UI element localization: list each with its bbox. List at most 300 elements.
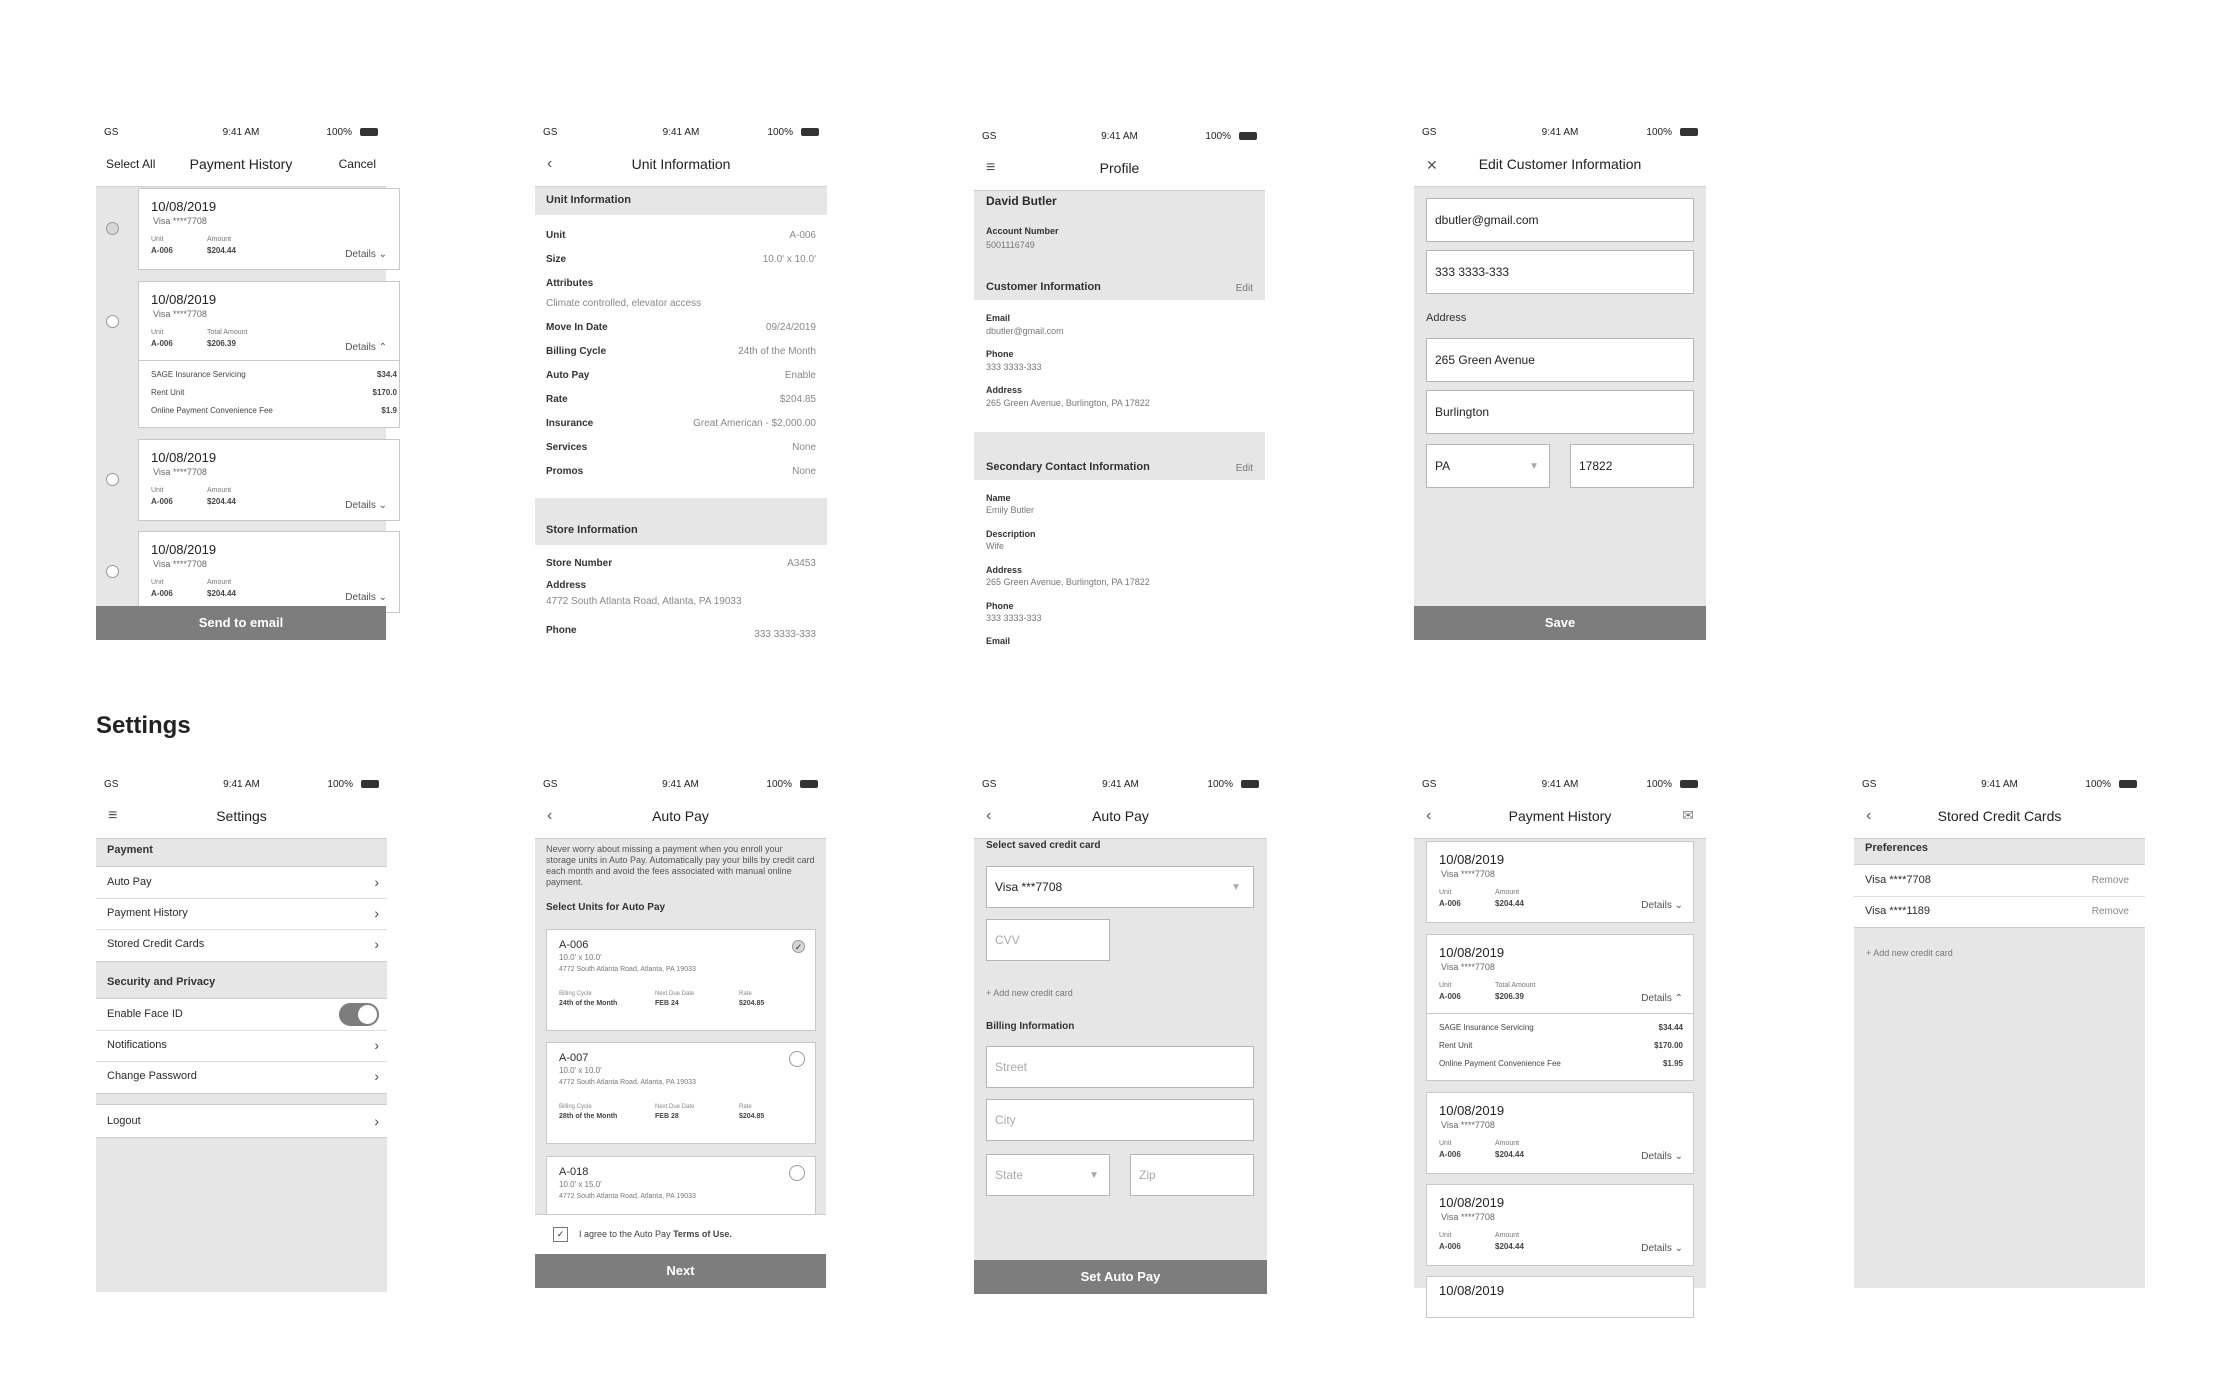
dropdown-triangle-icon: ▼ <box>1231 881 1241 893</box>
nav-bar <box>535 796 826 839</box>
screen-payment-history <box>1414 774 1706 1298</box>
stored-card-row <box>1854 896 2145 927</box>
unit-size: 10.0' x 15.0' <box>559 1180 602 1189</box>
auto-pay-intro: Never worry about missing a payment when you enroll your storage units in Auto Pay. Automatically pay your bills by credit card each month and avoid the fees associated with manual online payment. <box>546 844 815 887</box>
item-label: Change Password <box>107 1070 197 1082</box>
payment-card[interactable] <box>1426 1276 1694 1318</box>
back-chevron-icon[interactable]: ‹ <box>547 155 553 172</box>
payment-card-label: Visa ****7708 <box>153 216 207 226</box>
phone-value: 333 3333-333 <box>986 613 1042 623</box>
settings-item-stored-cards[interactable] <box>96 929 387 960</box>
details-toggle[interactable]: Details ⌄ <box>345 500 387 511</box>
chevron-right-icon: › <box>374 936 379 952</box>
battery-label: 100% <box>1205 131 1231 142</box>
dropdown-triangle-icon: ▼ <box>1529 460 1539 472</box>
menu-icon[interactable]: ≡ <box>986 159 996 176</box>
status-bar <box>1854 774 2145 796</box>
clock: 9:41 AM <box>662 127 700 138</box>
details-toggle[interactable]: Details ⌄ <box>345 592 387 603</box>
payment-card-label: Visa ****7708 <box>1441 1212 1495 1222</box>
screen-auto-pay-card <box>974 774 1267 1294</box>
item-label: Enable Face ID <box>107 1008 183 1020</box>
next-due-value: FEB 24 <box>655 1000 679 1007</box>
payment-date: 10/08/2019 <box>151 292 217 307</box>
details-toggle[interactable]: Details ⌃ <box>345 342 387 353</box>
remove-card-button[interactable]: Remove <box>2091 906 2129 917</box>
terms-bar <box>535 1214 826 1255</box>
unit-value: A-006 <box>1439 1242 1461 1251</box>
name-label: Name <box>986 493 1011 503</box>
detail-value: A-006 <box>789 230 816 241</box>
details-toggle[interactable] <box>1641 993 1683 1004</box>
select-card-header: Select saved credit card <box>986 840 1101 851</box>
page-title: Profile <box>1099 160 1140 176</box>
breakdown-label: Online Payment Convenience Fee <box>151 406 273 415</box>
payment-card[interactable] <box>1426 841 1694 923</box>
unit-size: 10.0' x 10.0' <box>559 1066 602 1075</box>
detail-key: Unit <box>546 230 566 241</box>
breakdown-amount: $1.95 <box>1662 1059 1683 1068</box>
item-label: Payment History <box>107 907 188 919</box>
battery-icon <box>1239 132 1257 140</box>
email-field[interactable]: dbutler@gmail.com <box>1426 198 1694 242</box>
page-title: Edit Customer Information <box>1478 156 1642 172</box>
clock: 9:41 AM <box>222 127 260 138</box>
billing-cycle-label: Billing Cycle <box>559 1104 592 1110</box>
chevron-right-icon: › <box>374 1113 379 1129</box>
detail-value: A3453 <box>787 558 816 569</box>
back-chevron-icon[interactable]: ‹ <box>1426 807 1432 824</box>
clock: 9:41 AM <box>662 779 699 790</box>
chevron-right-icon: › <box>374 1068 379 1084</box>
payment-card[interactable] <box>1426 1092 1694 1174</box>
detail-key: Insurance <box>546 418 594 429</box>
chevron-right-icon: › <box>374 1037 379 1053</box>
cancel-button[interactable]: Cancel <box>338 157 376 171</box>
detail-value: $204.85 <box>779 394 816 405</box>
breakdown-label: Rent Unit <box>1439 1041 1473 1050</box>
zip-field[interactable]: Zip <box>1130 1154 1254 1196</box>
account-number-label: Account Number <box>986 226 1059 236</box>
payment-card[interactable] <box>1426 1184 1694 1266</box>
next-due-label: Next Due Date <box>655 991 695 997</box>
unit-name: A-007 <box>559 1052 589 1064</box>
detail-value: 24th of the Month <box>738 346 816 357</box>
settings-item-auto-pay[interactable] <box>96 867 387 899</box>
send-to-email-button[interactable]: Send to email <box>96 606 386 640</box>
detail-value: 333 3333-333 <box>754 629 816 640</box>
nav-bar <box>974 148 1265 191</box>
detail-value: None <box>792 442 816 453</box>
close-icon[interactable]: ✕ <box>1426 157 1438 173</box>
details-label: Details <box>1641 1151 1672 1162</box>
address-value: 265 Green Avenue, Burlington, PA 17822 <box>986 577 1150 587</box>
amount-label: Amount <box>207 487 232 494</box>
face-id-toggle[interactable] <box>339 1003 379 1026</box>
nav-bar <box>974 796 1267 839</box>
amount-label: Amount <box>207 236 232 243</box>
amount-label: Amount <box>207 579 232 586</box>
amount-value: $204.44 <box>1495 899 1524 908</box>
terms-prefix: I agree to the Auto Pay <box>579 1229 674 1239</box>
battery-label: 100% <box>2085 779 2111 790</box>
carrier-label: GS <box>1422 779 1437 790</box>
payment-card-label: Visa ****7708 <box>1441 869 1495 879</box>
page-title: Payment History <box>189 156 293 172</box>
state-placeholder: State <box>995 1168 1024 1182</box>
page-title: Auto Pay <box>652 808 709 824</box>
detail-key: Phone <box>546 625 577 636</box>
unit-radio[interactable] <box>789 1165 805 1181</box>
detail-key: Billing Cycle <box>546 346 607 357</box>
battery-label: 100% <box>766 779 792 790</box>
rate-value: $204.85 <box>739 1000 765 1007</box>
unit-radio[interactable] <box>789 1051 805 1067</box>
mail-icon[interactable]: ✉ <box>1682 807 1694 823</box>
store-details-panel <box>535 545 827 645</box>
item-label: Auto Pay <box>107 876 152 888</box>
state-select[interactable] <box>986 1154 1110 1196</box>
screen-settings <box>96 774 387 1292</box>
clock: 9:41 AM <box>1101 131 1138 142</box>
terms-text <box>579 1229 732 1239</box>
carrier-label: GS <box>104 779 119 790</box>
unit-name: A-018 <box>559 1166 589 1178</box>
details-toggle[interactable]: Details ⌄ <box>345 249 387 260</box>
payment-date: 10/08/2019 <box>1439 1195 1505 1210</box>
amount-value: $206.39 <box>1495 992 1524 1001</box>
breakdown-amount: $170.00 <box>1654 1041 1683 1050</box>
chevron-down-icon: ⌄ <box>1674 1151 1683 1162</box>
payment-date: 10/08/2019 <box>1439 1283 1505 1298</box>
toggle-knob <box>358 1005 377 1024</box>
details-toggle[interactable] <box>1641 1151 1683 1162</box>
select-units-header: Select Units for Auto Pay <box>546 902 666 913</box>
detail-key: Size <box>546 254 567 265</box>
status-bar <box>974 774 1267 796</box>
battery-icon <box>1680 780 1698 788</box>
stored-cards-list <box>1854 864 2145 928</box>
breakdown-amount: $1.9 <box>381 406 397 415</box>
detail-key: Store Number <box>546 558 613 569</box>
settings-item-payment-history[interactable] <box>96 898 387 930</box>
settings-item-change-password[interactable] <box>96 1061 387 1092</box>
clock: 9:41 AM <box>1981 779 2018 790</box>
unit-value: A-006 <box>1439 899 1461 908</box>
city-field[interactable]: Burlington <box>1426 390 1694 434</box>
unit-name: A-006 <box>559 939 589 951</box>
section-header-secondary: Secondary Contact Information <box>986 461 1150 473</box>
account-number: 5001116749 <box>986 240 1035 250</box>
details-toggle[interactable] <box>1641 1243 1683 1254</box>
breakdown-label: Online Payment Convenience Fee <box>1439 1059 1561 1068</box>
terms-checkbox[interactable]: ✓ <box>553 1227 568 1242</box>
zip-field[interactable]: 17822 <box>1570 444 1694 488</box>
unit-details-panel <box>535 215 827 498</box>
store-address: 4772 South Atlanta Road, Atlanta, PA 19033 <box>546 596 742 607</box>
settings-item-face-id <box>96 999 387 1031</box>
select-radio[interactable] <box>106 222 119 235</box>
add-credit-card-link[interactable]: + Add new credit card <box>986 988 1073 998</box>
logout-label: Logout <box>107 1115 141 1127</box>
detail-key: Services <box>546 442 588 453</box>
carrier-label: GS <box>982 779 997 790</box>
payment-date: 10/08/2019 <box>151 199 217 214</box>
nav-bar <box>1414 796 1706 839</box>
email-label: Email <box>986 636 1011 646</box>
amount-label: Amount <box>1495 889 1520 896</box>
section-header-payment: Payment <box>107 844 153 856</box>
detail-key: Auto Pay <box>546 370 590 381</box>
carrier-label: GS <box>1862 779 1877 790</box>
street-field[interactable]: Street <box>986 1046 1254 1088</box>
payment-date: 10/08/2019 <box>1439 852 1505 867</box>
detail-value: Great American - $2,000.00 <box>693 418 816 429</box>
address-value: 265 Green Avenue, Burlington, PA 17822 <box>986 398 1150 408</box>
payment-card-label: Visa ****7708 <box>1441 1120 1495 1130</box>
save-button[interactable]: Save <box>1414 606 1706 640</box>
status-bar <box>96 122 386 144</box>
secondary-contact-panel <box>974 480 1265 650</box>
battery-label: 100% <box>1646 779 1672 790</box>
payment-date: 10/08/2019 <box>1439 1103 1505 1118</box>
billing-cycle-label: Billing Cycle <box>559 991 592 997</box>
unit-value: A-006 <box>151 246 173 255</box>
next-due-label: Next Due Date <box>655 1104 695 1110</box>
unit-check-icon[interactable]: ✓ <box>792 940 805 953</box>
nav-bar <box>1854 796 2145 839</box>
breakdown-label: Rent Unit <box>151 388 185 397</box>
description-label: Description <box>986 529 1036 539</box>
unit-label: Unit <box>151 487 164 494</box>
divider <box>1427 1013 1693 1014</box>
status-bar <box>535 774 826 796</box>
battery-label: 100% <box>1646 127 1672 138</box>
detail-key: Attributes <box>546 278 594 289</box>
unit-label: Unit <box>1439 1232 1452 1239</box>
email-label: Email <box>986 313 1011 323</box>
clock: 9:41 AM <box>1541 127 1579 138</box>
page-title: Settings <box>216 808 267 824</box>
rate-label: Rate <box>739 991 752 997</box>
unit-label: Unit <box>151 236 164 243</box>
address-label: Address <box>986 565 1023 575</box>
clock: 9:41 AM <box>1541 779 1579 790</box>
battery-label: 100% <box>327 779 353 790</box>
status-bar <box>96 774 387 796</box>
section-heading: Settings <box>96 712 191 739</box>
page-title: Unit Information <box>631 156 731 172</box>
profile-name: David Butler <box>986 194 1057 208</box>
address-label: Address <box>986 385 1023 395</box>
battery-icon <box>1680 128 1698 136</box>
unit-value: A-006 <box>151 589 173 598</box>
email-value: dbutler@gmail.com <box>986 326 1064 336</box>
rate-value: $204.85 <box>739 1113 765 1120</box>
screen-payment-history-select <box>96 122 397 640</box>
rate-label: Rate <box>739 1104 752 1110</box>
stored-card-row <box>1854 865 2145 897</box>
unit-address: 4772 South Atlanta Road, Atlanta, PA 19033 <box>559 1079 696 1086</box>
amount-value: $206.39 <box>207 339 236 348</box>
chevron-down-icon: ⌄ <box>1674 900 1683 911</box>
detail-key: Promos <box>546 466 584 477</box>
section-header-unit: Unit Information <box>546 194 631 206</box>
carrier-label: GS <box>982 131 997 142</box>
chevron-down-icon: ⌄ <box>1674 1243 1683 1254</box>
unit-label: Unit <box>1439 982 1452 989</box>
dropdown-triangle-icon: ▼ <box>1089 1169 1099 1181</box>
screen-auto-pay-units <box>535 774 826 1288</box>
next-due-value: FEB 28 <box>655 1113 679 1120</box>
payment-card[interactable] <box>138 188 400 270</box>
amount-value: $204.44 <box>207 246 236 255</box>
section-header-store: Store Information <box>546 524 638 536</box>
payment-card-label: Visa ****7708 <box>153 559 207 569</box>
name-value: Emily Butler <box>986 505 1035 515</box>
breakdown-label: SAGE Insurance Servicing <box>151 370 246 379</box>
details-label: Details <box>1641 900 1672 911</box>
back-chevron-icon[interactable]: ‹ <box>986 807 992 824</box>
clock: 9:41 AM <box>1102 779 1139 790</box>
edit-customer-link[interactable]: Edit <box>1235 283 1253 294</box>
carrier-label: GS <box>543 779 558 790</box>
back-chevron-icon[interactable]: ‹ <box>547 807 553 824</box>
card-name: Visa ****1189 <box>1865 905 1931 917</box>
section-header-preferences: Preferences <box>1865 842 1928 854</box>
terms-link[interactable]: Terms of Use. <box>673 1229 732 1239</box>
screen-edit-customer <box>1414 122 1706 640</box>
battery-icon <box>360 128 378 136</box>
edit-secondary-link[interactable]: Edit <box>1235 463 1253 474</box>
detail-key: Move In Date <box>546 322 608 333</box>
breakdown-amount: $170.0 <box>372 388 397 397</box>
details-toggle[interactable] <box>1641 900 1683 911</box>
battery-icon <box>801 128 819 136</box>
amount-label: Amount <box>1495 1140 1520 1147</box>
saved-card-select[interactable] <box>986 866 1254 908</box>
state-select[interactable] <box>1426 444 1550 488</box>
nav-bar <box>535 144 827 187</box>
detail-key: Address <box>546 580 587 591</box>
next-button[interactable]: Next <box>535 1254 826 1288</box>
customer-info-panel <box>974 300 1265 432</box>
section-header-security: Security and Privacy <box>107 976 216 988</box>
detail-value: 09/24/2019 <box>765 322 816 333</box>
settings-item-notifications[interactable] <box>96 1030 387 1062</box>
phone-value: 333 3333-333 <box>986 362 1042 372</box>
amount-value: $204.44 <box>207 497 236 506</box>
screen-stored-credit-cards <box>1854 774 2145 1288</box>
battery-icon <box>800 780 818 788</box>
street-field[interactable]: 265 Green Avenue <box>1426 338 1694 382</box>
unit-value: A-006 <box>1439 1150 1461 1159</box>
battery-icon <box>361 780 379 788</box>
saved-card-value: Visa ***7708 <box>995 880 1063 894</box>
status-bar <box>1414 774 1706 796</box>
address-label: Address <box>1426 312 1467 324</box>
carrier-label: GS <box>543 127 558 138</box>
details-label: Details <box>1641 993 1672 1004</box>
breakdown-amount: $34.44 <box>1658 1023 1683 1032</box>
battery-icon <box>1241 780 1259 788</box>
battery-label: 100% <box>1207 779 1233 790</box>
detail-value: None <box>792 466 816 477</box>
unit-size: 10.0' x 10.0' <box>559 953 602 962</box>
unit-card[interactable] <box>546 929 816 1031</box>
city-field[interactable]: City <box>986 1099 1254 1141</box>
payment-date: 10/08/2019 <box>151 542 217 557</box>
menu-icon[interactable]: ≡ <box>108 807 118 824</box>
item-label: Stored Credit Cards <box>107 938 205 950</box>
status-bar <box>974 126 1265 148</box>
payment-card[interactable] <box>138 439 400 521</box>
phone-label: Phone <box>986 349 1014 359</box>
carrier-label: GS <box>104 127 119 138</box>
unit-address: 4772 South Atlanta Road, Atlanta, PA 19033 <box>559 1193 696 1200</box>
description-value: Wife <box>986 541 1004 551</box>
select-all-button[interactable]: Select All <box>106 157 156 171</box>
set-auto-pay-button[interactable]: Set Auto Pay <box>974 1260 1267 1294</box>
billing-info-header: Billing Information <box>986 1021 1075 1032</box>
battery-label: 100% <box>767 127 793 138</box>
unit-card[interactable] <box>546 1042 816 1144</box>
details-label: Details <box>1641 1243 1672 1254</box>
card-name: Visa ****7708 <box>1865 874 1931 886</box>
payment-card[interactable] <box>138 281 400 428</box>
back-chevron-icon[interactable]: ‹ <box>1866 807 1872 824</box>
unit-label: Unit <box>151 579 164 586</box>
status-bar <box>535 122 827 144</box>
payment-card-label: Visa ****7708 <box>153 467 207 477</box>
payment-card[interactable] <box>1426 934 1694 1081</box>
select-radio[interactable] <box>106 315 119 328</box>
chevron-up-icon: ⌃ <box>1674 993 1683 1004</box>
status-bar <box>1414 122 1706 144</box>
remove-card-button[interactable]: Remove <box>2091 875 2129 886</box>
phone-field[interactable]: 333 3333-333 <box>1426 250 1694 294</box>
nav-bar <box>96 144 386 187</box>
add-credit-card-link[interactable]: + Add new credit card <box>1866 948 1953 958</box>
billing-cycle-value: 28th of the Month <box>559 1113 618 1120</box>
payment-list <box>96 866 387 962</box>
amount-label: Total Amount <box>1495 982 1536 989</box>
payment-card[interactable] <box>138 531 400 613</box>
chevron-right-icon: › <box>374 874 379 890</box>
screen-profile <box>974 126 1265 646</box>
amount-label: Total Amount <box>207 329 248 336</box>
payment-date: 10/08/2019 <box>1439 945 1505 960</box>
unit-value: A-006 <box>151 339 173 348</box>
amount-value: $204.44 <box>207 589 236 598</box>
unit-label: Unit <box>1439 889 1452 896</box>
page-title: Auto Pay <box>1092 808 1149 824</box>
unit-label: Unit <box>1439 1140 1452 1147</box>
unit-card[interactable] <box>546 1156 816 1218</box>
clock: 9:41 AM <box>223 779 260 790</box>
cvv-field[interactable]: CVV <box>986 919 1110 961</box>
phone-label: Phone <box>986 601 1014 611</box>
screen-unit-information <box>535 122 827 640</box>
unit-address: 4772 South Atlanta Road, Atlanta, PA 19033 <box>559 966 696 973</box>
logout-row[interactable] <box>96 1104 387 1138</box>
amount-label: Amount <box>1495 1232 1520 1239</box>
section-header-customer: Customer Information <box>986 281 1101 293</box>
amount-value: $204.44 <box>1495 1242 1524 1251</box>
chevron-right-icon: › <box>374 905 379 921</box>
select-radio[interactable] <box>106 565 119 578</box>
select-radio[interactable] <box>106 473 119 486</box>
